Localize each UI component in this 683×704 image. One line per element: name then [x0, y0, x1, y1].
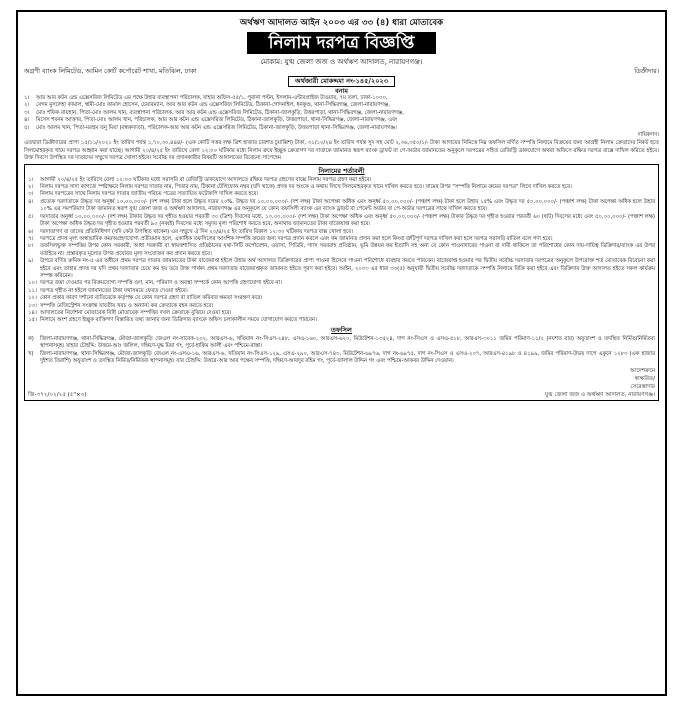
item-number: ১১। [28, 287, 37, 294]
item-number: ৭। [28, 235, 34, 242]
item-text: মিসেস শবনম আক্তার, পিতা-মোঃ আলম খান, পরিচালক, আর আর কটন এন্ড এক্সেসরিজ লিমিটেড, ঠিকানা-জালকুড়ি, উত্তরপাড়া, থানা-সিদ্ধিরগঞ্জ, জেলা-নারায়ণগঞ্জ, এবং [36, 117, 398, 124]
conditions-list [28, 177, 655, 325]
signature-block [545, 367, 655, 399]
item-text: মোঃ শফিক রায়হান, পিতা-মোঃ আলম খান, ব্যবস্থাপনা পরিচালক, আর আর কটন এন্ড এক্সেসরিজ লিমিটেড, ঠিকানা-জালকুড়ি, উত্তরপাড়া, থানা-সিদ্ধিরগঞ্জ, জেলা-নারায়ণগঞ্জ, [36, 109, 404, 116]
item-number: ১। [24, 95, 30, 101]
signature-label: স্বাক্ষরিত/ [634, 376, 655, 383]
item-text: দরদাতাগণ বা তাদের প্রতিনিধিগণ (যদি কেউ উপস্থিত থাকেন) এর সম্মুখে ঐ দিন ২০/৪/২৫ ইং তারিখ বিকাল ১২:৩০ ঘটিকায় দরপত্র বাক্স খোলা হবে। [40, 228, 353, 235]
notice-content [24, 16, 659, 690]
item-text: কোন প্রকার কারণ দর্শানো ব্যতিরেকে কর্তৃপক্ষ যে কোন দরপত্র গ্রহণ বা বাতিল করিবার ক্ষমতা সংরক্ষণ করে। [40, 295, 263, 302]
item-number: ১৪। [28, 309, 37, 316]
item-text: সম্পত্তি রেজিস্ট্রেশন সংক্রান্ত যাবতীয় খরচ ও অন্যান্য কর ক্রেতাকে বহন করতে হবে। [40, 302, 214, 309]
item-number: ৫। [24, 124, 30, 131]
item-text: নিলাম দরপত্র সাদা কাগজে স্পষ্টাক্ষরে নিলাম দরপত্র দাতার নাম, পিতার নাম, ঠিকানা টেলিফোন নম্বর (যদি থাকে) প্রদত্ত দর অংকে ও কথায় লিখে সিলমোহরকৃত খামে দাখিল করতে হবে। খামের উপর "সম্পত্তি নিলামে ক্রয়ের দরপত্র" লিখে দাখিল করতে হবে। [40, 184, 572, 191]
court-name: মোকাম: যুগ্ম জেলা জজ ও অর্থঋণ আদালত, নারায়ণগঞ্জ। [260, 58, 423, 66]
plaintiff-name: অগ্রণী ব্যাংক লিমিটেড, আমিন কোর্ট কর্পোরেট শাখা, মতিঝিল, ঢাকা [24, 67, 197, 75]
defendants-item [24, 102, 659, 109]
item-number: ২। [24, 102, 30, 109]
case-number-row [24, 76, 659, 87]
footer-row [28, 367, 655, 399]
notice-page [16, 10, 667, 696]
item-text: আর আর কটন এন্ড এক্সেসরিজ লিমিটেড এর পক্ষে উহার ব্যবস্থাপনা পরিচালক, যাহার অফিস-৫৫/১, পুরানা পল্টন, ইসলাম-এন্টারপ্রাইজ টাওয়ার, ৭ম তলা, ঢাকা-১০০০, [36, 95, 388, 101]
defendants-item [24, 117, 659, 124]
schedule-title: তফসিল [331, 325, 352, 334]
item-text: উপরে বর্ণিত ক্রমিক নং-৫ এর অধীনে প্রথম দরপত্র দাতার জামানতের টাকা বাজেয়াপ্ত হইলে উহার অর্থ আদালত ডিক্রিদারের প্রাপ্য পাওনা হিসেবে পাওনা পরিশোধে ব্যবহার করতে পারবেন। বাজেয়াপ্ত হওয়ার পর দ্বিতীয় সর্বোচ্চ দরদাতার দরপত্রের অনুকূলে উপরোক্ত শর্ত মোতাবেক বিবেচনা করা হইবে এবং তাহার প্রদত্ত দর যদি প্রথম দরদাতার চেয়ে কম হয় তবে উক্ত পার্থক্য প্রথম দরদাতার বাজেয়াপ্তকৃত জামানত হইতে পূরণ করা হইবে। আইন, ২০০৩ এর ধারা ৩৩(৫) অনুযায়ী দ্বিতীয় সর্বোচ্চ দরদাতাকে সম্পত্তি নিলামে বিক্রি করা হইবে এবং ডিক্রিদার উক্ত আদালত হইতে সকল কার্যক্রম সম্পন্ন করিবেন। [40, 258, 655, 279]
item-text: নিলামে অংশ গ্রহণে ইচ্ছুক ব্যক্তিগণ বিস্তারিত তথ্য জানার জন্য ডিক্রিদার ব্যাংকে অফিস চলাকালীন সময়ে যোগাযোগ করতে পারবেন। [40, 317, 317, 324]
defendants-item [24, 125, 659, 132]
conditions-item [28, 280, 655, 287]
item-number: ৬। [28, 228, 34, 235]
item-number: ৩। [28, 191, 34, 198]
debtor-role: দায়িকগণ। [637, 132, 659, 139]
plaintiff-row [24, 67, 659, 76]
notice-title: নিলাম দরপত্র বিজ্ঞপ্তি [247, 32, 437, 54]
item-text: প্রত্যেক দরদাতাকে উদ্ধৃত দর অনূর্ধ্ব ১০,০০,০০০/- (দশ লক্ষ) টাকা হলে উদ্ধৃত দরের ২০%, উদ্ধৃত দর ১০,০০,০০০/- (দশ লক্ষ) টাকা অপেক্ষা অধিক এবং অনূর্ধ্ব ৫০,০০,০০০/- (পঞ্চাশ লক্ষ) টাকা হলে উহার ১৫% এবং উদ্ধৃত দর ৫০,০০,০০০/- (পঞ্চাশ লক্ষ) টাকা অপেক্ষা অধিক হলে উহার ১০% এর সমপরিমাণ টাকা জামানত স্বরূপ যুগ্ম জেলা জজ ও অর্থঋণ আদালত, নারায়ণগঞ্জ এর অনুকূলে যে কোন তফসিলী ব্যাংক এর ব্যাংক ড্রাফট বা পেমেন্ট অর্ডার বা পে-অর্ডার দরপত্রের সাথে দাখিল করতে হবে। [40, 198, 655, 213]
order-label: আদেশক্রমে [629, 368, 655, 375]
conditions-box [24, 164, 659, 402]
conditions-item [28, 303, 655, 310]
reference-code: জি-৩৭২/০২/২৫ (৫"×৩) [28, 392, 87, 399]
item-number: ৮। [28, 243, 34, 250]
item-number: ১০। [28, 280, 37, 287]
item-text: বেগম মুসলেহা কামাল, স্বামী-মোঃ কামাল হোসেন, চেয়ারম্যান, আর আর কটন এন্ড এক্সেসরিজ লিমিটেড, ঠিকানা-গোদনাইল, ধনকুণ্ড, থানা-সিদ্ধিরগঞ্জ, জেলা-নারায়ণগঞ্জ, [36, 102, 390, 109]
conditions-item [28, 243, 655, 258]
schedule-item [28, 336, 655, 351]
intro-paragraph: এতদ্বারা ডিক্রীদারের প্রাপ্য ১৫/১১/২০২১ ইং তারিখ পর্যন্ত ১,৭০,৩০,৪৪৪/- (এক কোটি সত্তর লক্ষ ত্রিশ হাজার চারশত চুয়াল্লিশ) টাকা, ৩১/১০/২৪ ইং তারিখ পর্যন্ত সুদ সহ মোট ২,৩৬,৩৫০/১/- টাকা আদায়ের নিমিত্তে নিম্ন তফসিল বর্ণিত সম্পত্তি নিলামে বিক্রয়ের জন্য আগ্রহী নিলাম ক্রেতাদের নিকট হতে সিলমোহরকৃত খামে দরপত্র আহ্বান করা যাচ্ছে। আগামী ২০/৪/২৫ ইং তারিখে বেলা ১২:০০ ঘটিকার মধ্যে নিলাম ক্রয়ে ইচ্ছুক ক্রেতাগণ দর দাতাকে জামানত স্বরূপ ব্যাংক ড্রাফট বা পে-অর্ডার জামানতের অনুকূলে দরপত্রের সহিত রেজিস্ট্রি ডাকযোগে অথবা অফিসে রক্ষিত দরপত্র বাক্সে দাখিল করিতে হইবে। উক্ত দিবসে উপস্থিত দর দাতাদের সম্মুখে দরপত্র খোলা হইবে। সর্বোচ্চ দর প্রদানকারীর বিষয়টি আদালতের বিবেচনা সাপেক্ষে। [24, 140, 659, 162]
item-text: দরদাতার অনূর্ধ্ব ১০,০০,০০০/- (দশ লক্ষ) টাকার উদ্ধৃত দর গৃহীত হওয়ার পরবর্তী ৩০ (ত্রিশ) দিবসের মধ্যে, ১০,০০,০০০/- (দশ লক্ষ) টাকা অপেক্ষা অধিক এবং অনূর্ধ্ব ৫০,০০,০০০/- (পঞ্চাশ লক্ষ) টাকার উদ্ধৃত দর গৃহীত হওয়ার পরবর্তী ৬০ (ষাট) দিবসের মধ্যে এবং ৫০,০০,০০০/- (পঞ্চাশ লক্ষ) টাকা অপেক্ষা অধিক উদ্ধৃত দর গৃহীত হওয়ার পরবর্তী ৯০ (নব্বই) দিবসের মধ্যে সমুদয় মূল্য পরিশোধ করতে হবে, অন্যথায় জামানতের টাকা বাজেয়াপ্ত করা হবে। [40, 213, 655, 228]
versus-label: বনাম [335, 87, 348, 95]
designation: সেরেস্তাদার [630, 384, 655, 391]
item-number: ৫। [28, 213, 34, 220]
item-number: ২। [28, 184, 34, 191]
item-number: ৯। [28, 258, 34, 265]
conditions-item [28, 214, 655, 229]
case-number: অর্থজারী মোকদ্দমা নং-১৪৫/২০২৩ [288, 76, 395, 87]
item-text: আগামী ২০/৪/২৫ ইং তারিখে বেলা ১২:০০ ঘটিকার মধ্যে সরাসরি বা রেজিস্ট্রি ডাকযোগে আদালতে রক্ষিত দরপত্র গ্রহণের বাক্সে নিলাম দরপত্র গ্রহণ করা হইবে। [40, 176, 372, 183]
item-text: মোঃ আলম খান, পিতা-মরহুম তনু মিয়া (বন্ধকদাতা), পরিচালক-আর আর কটন এন্ড এক্সেসরিজ লিমিটেড, ঠিকানা-জালকুড়ি, উত্তরপাড়া থানা-সিদ্ধিরগঞ্জ, জেলা-নারায়ণগঞ্জ। [36, 124, 397, 131]
item-number: ৪। [28, 198, 34, 205]
conditions-item [28, 317, 655, 324]
item-text: নিলাম দরপত্রের সাথে নিলাম দরপত্র দাতার জাতীয় পরিচয় পত্রের সত্যায়িত ফটোকপি দাখিল করতে হবে। [40, 191, 259, 198]
item-text: দরপত্র গৃহীত না হইলে জামানতের টাকা যথাসময়ে ফেরত দেওয়া হইবে। [40, 287, 188, 294]
item-text: জিলা-নারায়ণগঞ্জ, থানা-সিদ্ধিরগঞ্জ, মৌজা-জালকুড়ি জেএল নং-এসএ-১৬, আরএস-৬, খতিয়ান নং-সিএস-১২৯, এসএ-২৯০, আরএস-৭৪৩, মিউটেশন-৬৯৭৬, দাগ নং-৬৯৭৫, দাগ নং-সিএস ও এসএ-২০৭, আরএস-৪১৯৮ ও ৪১৯৯, জমির পরিমাণ-উভয় দাগে একুনে ১২৮৩ (এক হাজার দুইশত তিরাশি) অযুতাংশ ও তদস্থিত নির্মিত/নির্মিতব্য স্থাপনাসমূহ। যার চৌহদ্দি: উত্তরে-আর আর পক্ষের সম্পত্তি, দক্ষিণে-আবদুর রহিম গং, পূর্বে-জালাল উদ্দিন গং এবং পশ্চিমে-আকবর উদ্দিন দেওয়ান। [40, 350, 655, 364]
item-number: ৪। [24, 117, 30, 124]
conditions-item [28, 199, 655, 214]
item-text: দরপত্রে প্রদত্ত মূল্য অস্বাভাবিক কম/অগ্রহণযোগ্য প্রতীয়মান হলে, একাধিক তফসিলের আংশিক সম্পত্তি ক্রয়ের জন্য দরপত্র প্রদান করলে এবং কম জামানত প্রদান করা হলে কিংবা ত্রুটিপূর্ণ দরপত্র দাখিল করা হলে দরপত্র সরাসরি বাতিল বলে গণ্য হবে। [40, 235, 553, 242]
conditions-item [28, 258, 655, 280]
act-reference-line: অর্থঋণ আদালত আইন ২০০৩ এর ৩৩ (৪) ধারা মোতাবেক [239, 18, 444, 28]
item-text: দরপত্র জমা দেওয়ার পর বিক্রয়যোগ্য সম্পত্তি গুণ, মান, পরিমাণ ও অবস্থা সম্পর্কে কোন আপত্তি গ্রহণযোগ্য হইবে না। [40, 280, 282, 287]
schedule-list [28, 336, 655, 366]
conditions-item [28, 295, 655, 302]
item-text: তফসিলভুক্ত সম্পত্তির উপর কোন সরকারী, আধা সরকারী বা স্বায়ত্তশাসিত প্রতিষ্ঠানের যথা-সিটি কর্পোরেশন, ওয়াসা, পিডিবি, গ্যাস সরবরাহ প্রতিষ্ঠান, ভূমি উন্নয়ন কর ইত্যাদি সহ অন্য যে কোন পাওনাদারের পাওনা বা দাবী থাকিলে তা পরিশোধের কোন দায়-দায়িত্ব ডিক্রিদার/ব্যাংক এর উপর বর্তাইবে না। প্রস্তাবকৃত মূল্যের উপর প্রযোজ্য মূল্য সংযোজন কর প্রদান করতে হবে। [40, 243, 655, 257]
item-number: ১। [28, 176, 34, 183]
item-text: আদালতের নির্দেশনা মোতাবেক বিধি মোতাবেক সম্পত্তির দখল ক্রেতাকে বুঝিয়ে দেওয়া হবে। [40, 309, 232, 316]
conditions-item [28, 177, 655, 184]
conditions-item [28, 191, 655, 198]
item-number: ১২। [28, 295, 37, 302]
item-number: ৩। [24, 109, 30, 116]
defendants-list [24, 95, 659, 132]
item-text: জিলা-নারায়ণগঞ্জ, থানা-সিদ্ধিরগঞ্জ, মৌজা-জালকুড়ি জেএল নং-সাবেক-২০২, আরএস-৬, খতিয়ান নং-সিএস-২৪৮, এসএ-১৬০, আরএস-৬২০, মিউটেশন-১৩৫২৪, দাগ নং-সিএস ও এসএ-৫১৮, আরএস-৩০১১ জমির পরিমাণ-১১/২ (নয়শত বার) অযুতাংশ ও তদস্থিত নির্মিত/নির্মিতব্য স্থাপনাসমূহ। যাহার চৌহদ্দি: উত্তরে-আঃ জলিল, দক্ষিণে-যুদ্ধ মিয়া গং, পূর্বে-হাকিম আলী এবং পশ্চিমে-রাস্তা। [40, 335, 655, 350]
title-wrap [24, 32, 659, 54]
schedule-item [28, 351, 655, 366]
plaintiff-role: ডিক্রীদার। [634, 67, 659, 75]
item-number: ১৩। [28, 302, 37, 309]
item-number: ১৫। [28, 317, 37, 324]
office-name: যুগ্ম জেলা জজ ও অর্থঋণ আদালত, নারায়ণগঞ্জ। [544, 392, 655, 399]
item-number: ক) [28, 335, 34, 342]
conditions-item [28, 229, 655, 236]
item-number: খ) [28, 350, 34, 357]
conditions-title: নিলামের শর্তাবলী [318, 166, 365, 175]
